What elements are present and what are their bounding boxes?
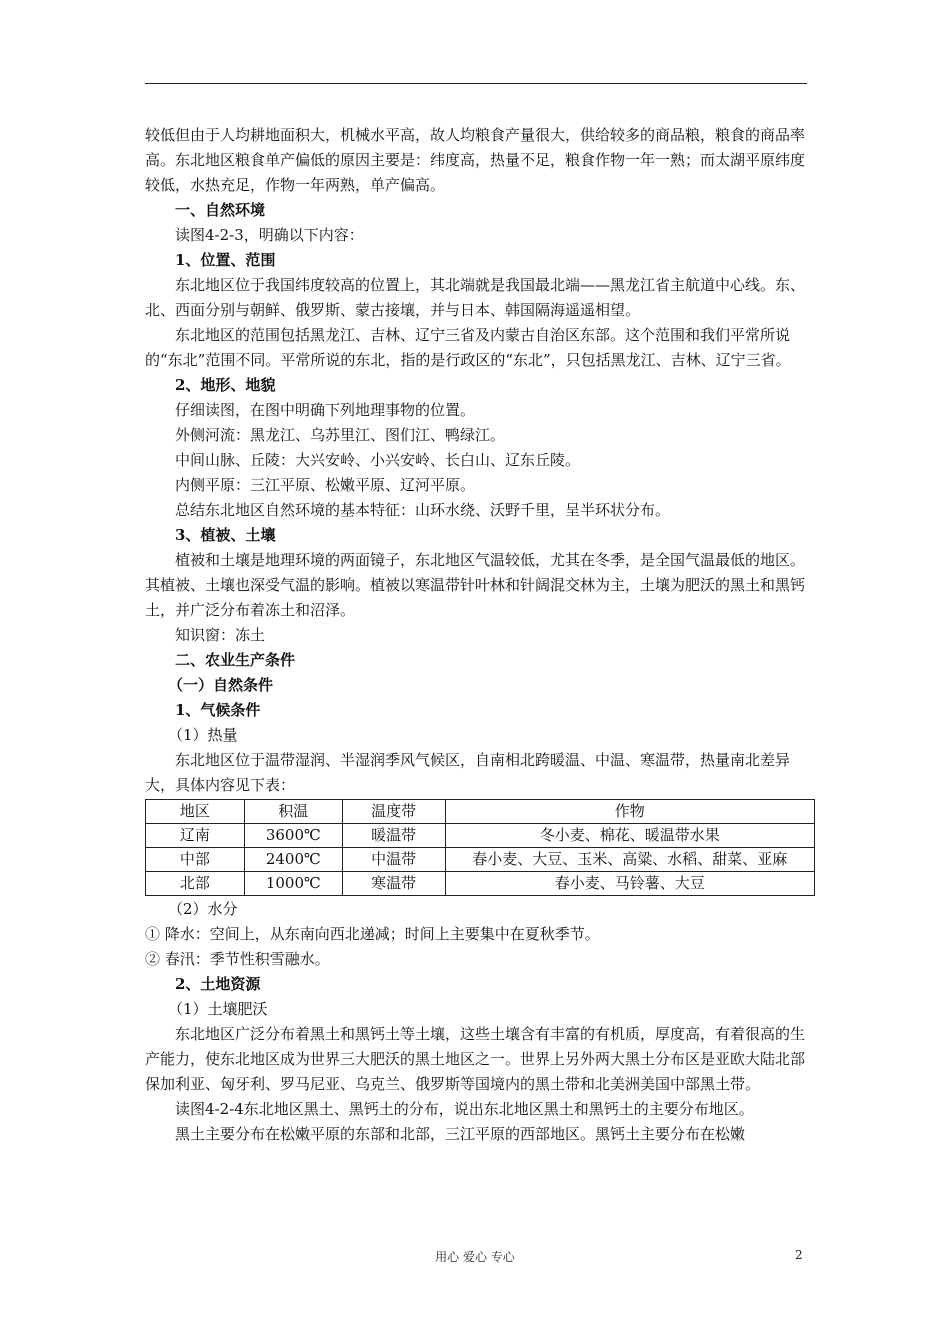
subsection-heading: 1、位置、范围 xyxy=(175,251,276,269)
table-row xyxy=(146,872,815,896)
document-body xyxy=(145,123,807,1147)
paragraph: 东北地区广泛分布着黑土和黑钙土等土壤，这些土壤含有丰富的有机质，厚度高，有着很高的生产能力，使东北地区成为世界三大肥沃的黑土地区之一。世界上另外两大黑土分布区是亚欧大陆北部保加利亚、匈牙利、罗马尼亚、乌克兰、俄罗斯等国境内的黑土带和北美洲美国中部黑土带。 xyxy=(145,1025,806,1093)
paragraph: （1）土壤肥沃 xyxy=(168,1000,268,1018)
knowledge-window: 知识窗：冻土 xyxy=(175,626,266,644)
paragraph: 东北地区的范围包括黑龙江、吉林、辽宁三省及内蒙古自治区东部。这个范围和我们平常所说的“东北”范围不同。平常所说的东北，指的是行政区的“东北”，只包括黑龙江、吉林、辽宁三省。 xyxy=(145,326,791,369)
table-cell: 暖温带 xyxy=(342,824,445,848)
paragraph: 仔细读图，在图中明确下列地理事物的位置。 xyxy=(175,401,476,419)
paragraph: 读图4-2-4东北地区黑土、黑钙土的分布，说出东北地区黑土和黑钙土的主要分布地区。 xyxy=(175,1100,754,1118)
table-header-cell: 温度带 xyxy=(342,800,445,824)
table-header-cell: 地区 xyxy=(146,800,245,824)
subsection-heading: 1、气候条件 xyxy=(175,701,261,719)
paragraph: （1）热量 xyxy=(168,726,238,744)
table-header-row xyxy=(146,800,815,824)
table-cell: 冬小麦、棉花、暖温带水果 xyxy=(445,824,814,848)
table-cell: 春小麦、大豆、玉米、高粱、水稻、甜菜、亚麻 xyxy=(445,848,814,872)
table-header-cell: 积温 xyxy=(244,800,342,824)
paragraph: 外侧河流：黑龙江、乌苏里江、图们江、鸭绿江。 xyxy=(175,426,506,444)
paragraph: 较低但由于人均耕地面积大，机械水平高，故人均粮食产量很大，供给较多的商品粮，粮食的商品率高。东北地区粮食单产偏低的原因主要是：纬度高，热量不足，粮食作物一年一熟；而太湖平原纬度较低，水热充足，作物一年两熟，单产偏高。 xyxy=(145,126,806,194)
climate-table xyxy=(145,799,815,896)
header-rule xyxy=(145,83,807,84)
page-number: 2 xyxy=(795,1248,803,1262)
table-cell: 春小麦、马铃薯、大豆 xyxy=(445,872,814,896)
paragraph: 东北地区位于温带湿润、半湿润季风气候区，自南相北跨暖温、中温、寒温带，热量南北差异大，具体内容见下表： xyxy=(145,751,791,794)
table-cell: 辽南 xyxy=(146,824,245,848)
paragraph: ② 春汛：季节性积雪融水。 xyxy=(145,950,330,968)
table-cell: 3600℃ xyxy=(244,824,342,848)
table-cell: 中温带 xyxy=(342,848,445,872)
section-heading: 二、农业生产条件 xyxy=(175,651,296,669)
paragraph: 读图4-2-3，明确以下内容： xyxy=(175,226,364,244)
paragraph: （2）水分 xyxy=(168,900,238,918)
table-header-cell: 作物 xyxy=(445,800,814,824)
footer-motto: 用心 爱心 专心 xyxy=(435,1250,515,1264)
subsection-heading: 2、土地资源 xyxy=(175,975,261,993)
subsection-heading: 2、地形、地貌 xyxy=(175,376,276,394)
table-cell: 2400℃ xyxy=(244,848,342,872)
paragraph: 内侧平原：三江平原、松嫩平原、辽河平原。 xyxy=(175,476,476,494)
subsection-heading: 3、植被、土壤 xyxy=(175,526,276,544)
paragraph: 植被和土壤是地理环境的两面镜子，东北地区气温较低，尤其在冬季，是全国气温最低的地区。其植被、土壤也深受气温的影响。植被以寒温带针叶林和针阔混交林为主，土壤为肥沃的黑土和黑钙土，并广泛分布着冻土和沼泽。 xyxy=(145,551,806,619)
section-heading: 一、自然环境 xyxy=(175,201,266,219)
table-cell: 寒温带 xyxy=(342,872,445,896)
subsection-heading: （一）自然条件 xyxy=(168,676,274,694)
table-row xyxy=(146,824,815,848)
paragraph: 东北地区位于我国纬度较高的位置上，其北端就是我国最北端——黑龙江省主航道中心线。东、北、西面分别与朝鲜、俄罗斯、蒙古接壤，并与日本、韩国隔海遥遥相望。 xyxy=(145,276,806,319)
paragraph: 中间山脉、丘陵：大兴安岭、小兴安岭、长白山、辽东丘陵。 xyxy=(175,451,581,469)
paragraph: 总结东北地区自然环境的基本特征：山环水绕、沃野千里，呈半环状分布。 xyxy=(175,501,671,519)
paragraph: 黑土主要分布在松嫩平原的东部和北部，三江平原的西部地区。黑钙土主要分布在松嫩 xyxy=(175,1125,746,1143)
table-cell: 中部 xyxy=(146,848,245,872)
paragraph: ① 降水：空间上，从东南向西北递减；时间上主要集中在夏秋季节。 xyxy=(145,925,600,943)
table-cell: 北部 xyxy=(146,872,245,896)
table-cell: 1000℃ xyxy=(244,872,342,896)
table-row xyxy=(146,848,815,872)
